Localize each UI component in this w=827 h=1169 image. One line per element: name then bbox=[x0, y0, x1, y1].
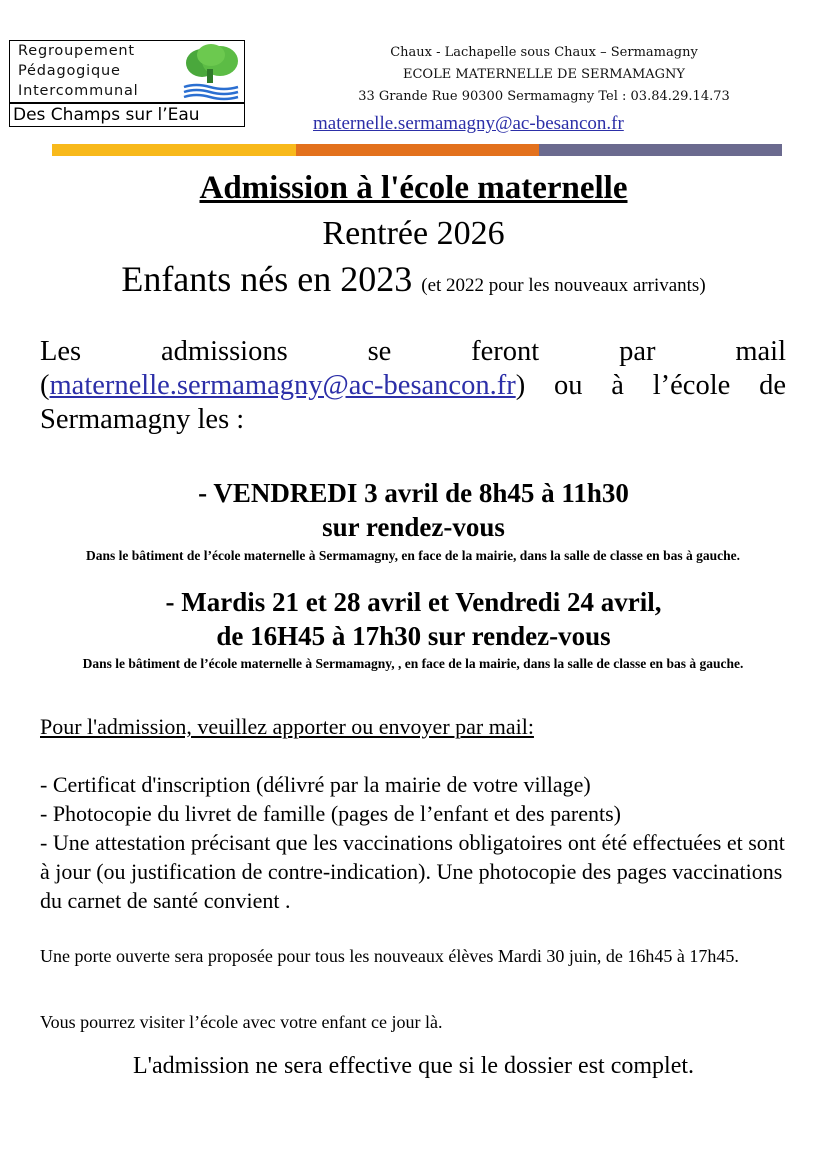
logo-divider bbox=[10, 102, 244, 104]
header-email-link[interactable]: maternelle.sermamagny@ac-besancon.fr bbox=[313, 113, 624, 134]
birth-year-note: (et 2022 pour les nouveaux arrivants) bbox=[421, 275, 706, 296]
document-item: - Photocopie du livret de famille (pages de l’enfant et des parents) bbox=[40, 801, 621, 826]
slot-1-date: - VENDREDI 3 avril de 8h45 à 11h30 bbox=[198, 478, 629, 508]
color-bar-slate bbox=[539, 144, 782, 156]
birth-year-line bbox=[0, 258, 827, 300]
intro-after-email: ) ou à l’école de Sermamagny les : bbox=[40, 370, 786, 435]
header-communes: Chaux - Lachapelle sous Chaux – Sermamagny bbox=[390, 45, 698, 60]
logo-line-2: Pédagogique bbox=[18, 63, 121, 79]
intro-paren: ( bbox=[40, 370, 50, 401]
color-bar-orange bbox=[296, 144, 539, 156]
slot-1-location-note: Dans le bâtiment de l’école maternelle à Sermamagny, en face de la mairie, dans la salle de classe en bas à gauche. bbox=[86, 548, 740, 563]
header-school-name: ECOLE MATERNELLE DE SERMAMAGNY bbox=[402, 67, 685, 82]
documents-list bbox=[40, 770, 785, 915]
header-color-bars bbox=[52, 144, 782, 156]
school-logo bbox=[9, 40, 245, 127]
logo-line-3: Intercommunal bbox=[18, 83, 139, 99]
final-notice: L'admission ne sera effective que si le dossier est complet. bbox=[132, 1053, 695, 1079]
intro-line-rest bbox=[40, 369, 786, 437]
slot-2-hours: de 16H45 à 17h30 sur rendez-vous bbox=[216, 621, 611, 651]
intro-word: mail bbox=[735, 336, 786, 367]
page-title: Admission à l'école maternelle bbox=[199, 170, 628, 206]
header-address: 33 Grande Rue 90300 Sermamagny Tel : 03.84.29.14.73 bbox=[358, 89, 730, 104]
intro-email-link[interactable]: maternelle.sermamagny@ac-besancon.fr bbox=[49, 370, 516, 401]
slot-2-location-note: Dans le bâtiment de l’école maternelle à Sermamagny, , en face de la mairie, dans la salle de classe en bas à gauche. bbox=[82, 656, 744, 671]
intro-paragraph bbox=[40, 335, 786, 437]
slot-1-appointment: sur rendez-vous bbox=[322, 512, 505, 542]
visit-text: Vous pourrez visiter l’école avec votre enfant ce jour là. bbox=[40, 1012, 443, 1032]
birth-year-main: Enfants nés en 2023 bbox=[121, 259, 413, 299]
intro-word: Les bbox=[40, 336, 82, 367]
tree-icon bbox=[180, 43, 242, 101]
intro-word: par bbox=[619, 336, 656, 367]
logo-line-4: Des Champs sur l’Eau bbox=[13, 105, 200, 125]
intro-word: se bbox=[367, 336, 392, 367]
logo-line-1: Regroupement bbox=[18, 43, 135, 59]
open-day-text: Une porte ouverte sera proposée pour tous les nouveaux élèves Mardi 30 juin, de 16h45 à 17h45. bbox=[40, 946, 739, 966]
intro-line-1 bbox=[40, 335, 786, 369]
intro-word: admissions bbox=[161, 336, 288, 367]
document-item: - Certificat d'inscription (délivré par la mairie de votre village) bbox=[40, 772, 591, 797]
slot-2-dates: - Mardis 21 et 28 avril et Vendredi 24 avril, bbox=[165, 587, 662, 617]
color-bar-yellow bbox=[52, 144, 296, 156]
documents-heading: Pour l'admission, veuillez apporter ou envoyer par mail: bbox=[40, 714, 534, 739]
page-subtitle: Rentrée 2026 bbox=[322, 215, 505, 252]
document-item: - Une attestation précisant que les vaccinations obligatoires ont été effectuées et sont à jour (ou justification de contre-indication). Une photocopie des pages vaccinations du carnet de santé convient . bbox=[40, 830, 785, 913]
intro-word: feront bbox=[471, 336, 540, 367]
